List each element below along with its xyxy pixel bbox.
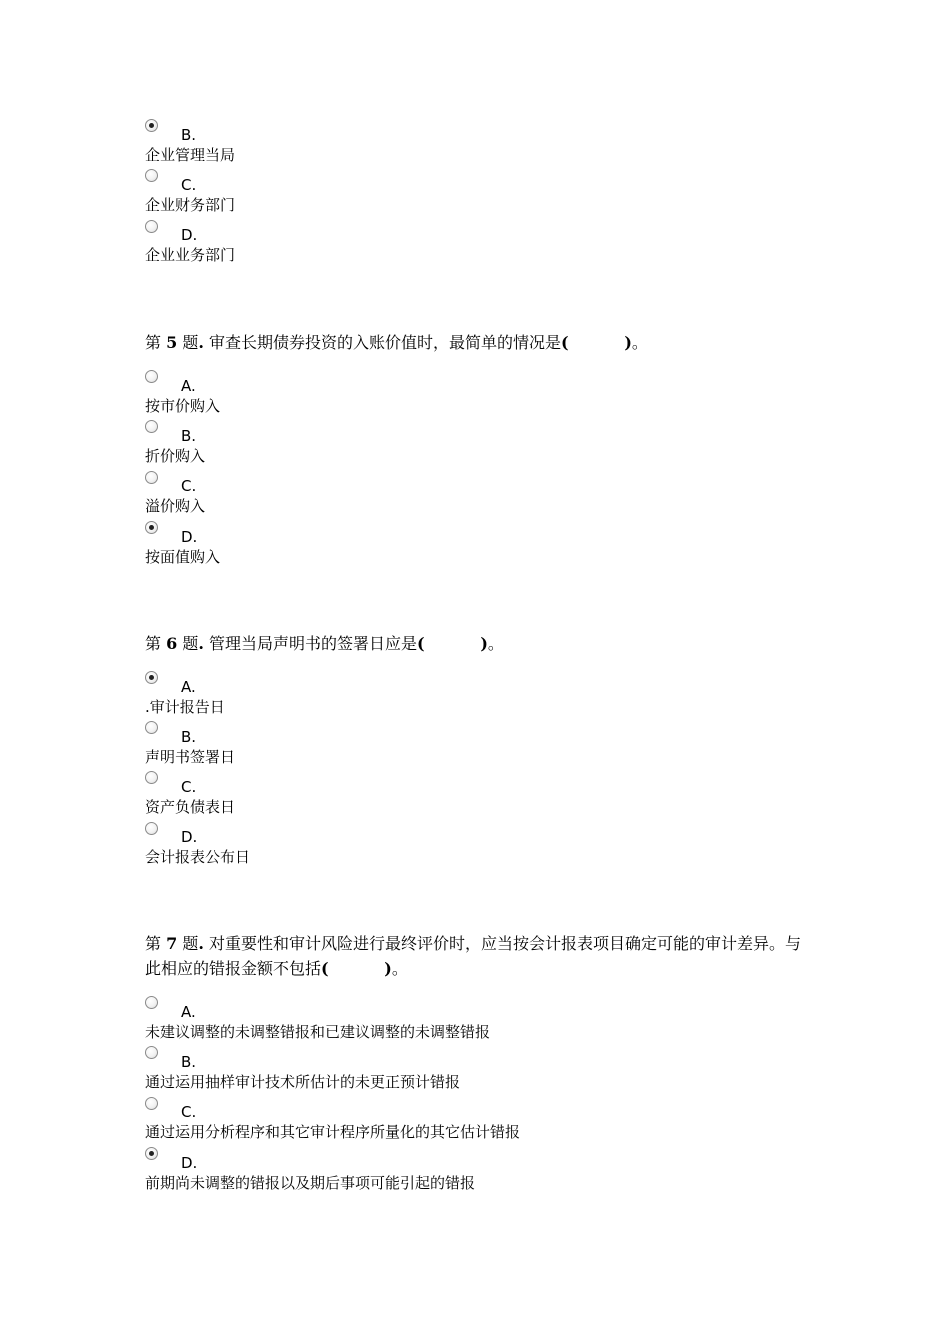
question-dot: . bbox=[198, 333, 204, 352]
option-letter: A. bbox=[181, 377, 196, 395]
question-end: 。 bbox=[391, 959, 408, 978]
question-dot: . bbox=[198, 934, 204, 953]
blank-close: ) bbox=[384, 959, 392, 978]
option-text: 通过运用抽样审计技术所估计的未更正预计错报 bbox=[145, 1073, 461, 1091]
question-prefix: 第 bbox=[145, 333, 162, 352]
answer-blank bbox=[561, 333, 632, 352]
radio-q4-d[interactable] bbox=[145, 220, 158, 233]
blank-close: ) bbox=[624, 333, 632, 352]
question-text: 对重要性和审计风险进行最终评价时，应当按会计报表项目确定可能的审计差异。与此相应的错报金额不包括 bbox=[145, 934, 802, 978]
radio-q7-b[interactable] bbox=[145, 1046, 158, 1059]
radio-q5-a[interactable] bbox=[145, 370, 158, 383]
option-letter: C. bbox=[181, 477, 197, 495]
option-text: 企业财务部门 bbox=[145, 196, 236, 214]
option-letter: B. bbox=[181, 728, 197, 746]
option-text: 按市价购入 bbox=[145, 397, 221, 415]
blank-open: ( bbox=[417, 634, 425, 653]
radio-q6-b[interactable] bbox=[145, 721, 158, 734]
radio-q4-b[interactable] bbox=[145, 119, 158, 132]
question-dot: . bbox=[198, 634, 204, 653]
option-text: 企业管理当局 bbox=[145, 146, 236, 164]
blank-open: ( bbox=[321, 959, 329, 978]
radio-q7-a[interactable] bbox=[145, 996, 158, 1009]
option-text: 会计报表公布日 bbox=[145, 848, 251, 866]
option-text: 声明书签署日 bbox=[145, 748, 236, 766]
question-prefix: 第 bbox=[145, 934, 162, 953]
option-text: 企业业务部门 bbox=[145, 246, 236, 264]
option-text: 折价购入 bbox=[145, 447, 206, 465]
option-text: 资产负债表日 bbox=[145, 798, 236, 816]
question-prefix: 第 bbox=[145, 634, 162, 653]
blank-open: ( bbox=[561, 333, 569, 352]
radio-q5-c[interactable] bbox=[145, 471, 158, 484]
option-letter: A. bbox=[181, 678, 196, 696]
question-7-stem bbox=[145, 931, 810, 981]
question-number: 5 bbox=[166, 333, 178, 352]
option-letter: C. bbox=[181, 1103, 197, 1121]
option-letter: D. bbox=[181, 528, 198, 546]
question-6-stem bbox=[145, 631, 810, 656]
option-letter: A. bbox=[181, 1003, 196, 1021]
option-text: 前期尚未调整的错报以及期后事项可能引起的错报 bbox=[145, 1174, 476, 1192]
question-suffix: 题 bbox=[182, 333, 199, 352]
question-text: 管理当局声明书的签署日应是 bbox=[203, 634, 418, 653]
option-letter: D. bbox=[181, 1154, 198, 1172]
radio-q5-b[interactable] bbox=[145, 420, 158, 433]
option-text: 通过运用分析程序和其它审计程序所量化的其它估计错报 bbox=[145, 1123, 521, 1141]
question-suffix: 题 bbox=[182, 934, 199, 953]
question-suffix: 题 bbox=[182, 634, 199, 653]
option-letter: C. bbox=[181, 778, 197, 796]
option-text: 溢价购入 bbox=[145, 497, 206, 515]
option-text: 未建议调整的未调整错报和已建议调整的未调整错报 bbox=[145, 1023, 491, 1041]
answer-blank bbox=[321, 959, 392, 978]
question-text: 审查长期债券投资的入账价值时，最简单的情况是 bbox=[203, 333, 562, 352]
option-text: .审计报告日 bbox=[145, 698, 225, 716]
radio-q6-a[interactable] bbox=[145, 671, 158, 684]
question-number: 7 bbox=[166, 934, 178, 953]
radio-q5-d[interactable] bbox=[145, 521, 158, 534]
option-letter: B. bbox=[181, 126, 197, 144]
option-letter: D. bbox=[181, 828, 198, 846]
question-end: 。 bbox=[487, 634, 504, 653]
radio-q6-c[interactable] bbox=[145, 771, 158, 784]
radio-q7-d[interactable] bbox=[145, 1147, 158, 1160]
answer-blank bbox=[417, 634, 488, 653]
option-letter: D. bbox=[181, 226, 198, 244]
option-letter: B. bbox=[181, 1053, 197, 1071]
radio-q7-c[interactable] bbox=[145, 1097, 158, 1110]
question-number: 6 bbox=[166, 634, 178, 653]
radio-q6-d[interactable] bbox=[145, 822, 158, 835]
question-end: 。 bbox=[631, 333, 648, 352]
option-text: 按面值购入 bbox=[145, 548, 221, 566]
question-5-stem bbox=[145, 330, 810, 355]
radio-q4-c[interactable] bbox=[145, 169, 158, 182]
option-letter: B. bbox=[181, 427, 197, 445]
option-letter: C. bbox=[181, 176, 197, 194]
blank-close: ) bbox=[480, 634, 488, 653]
